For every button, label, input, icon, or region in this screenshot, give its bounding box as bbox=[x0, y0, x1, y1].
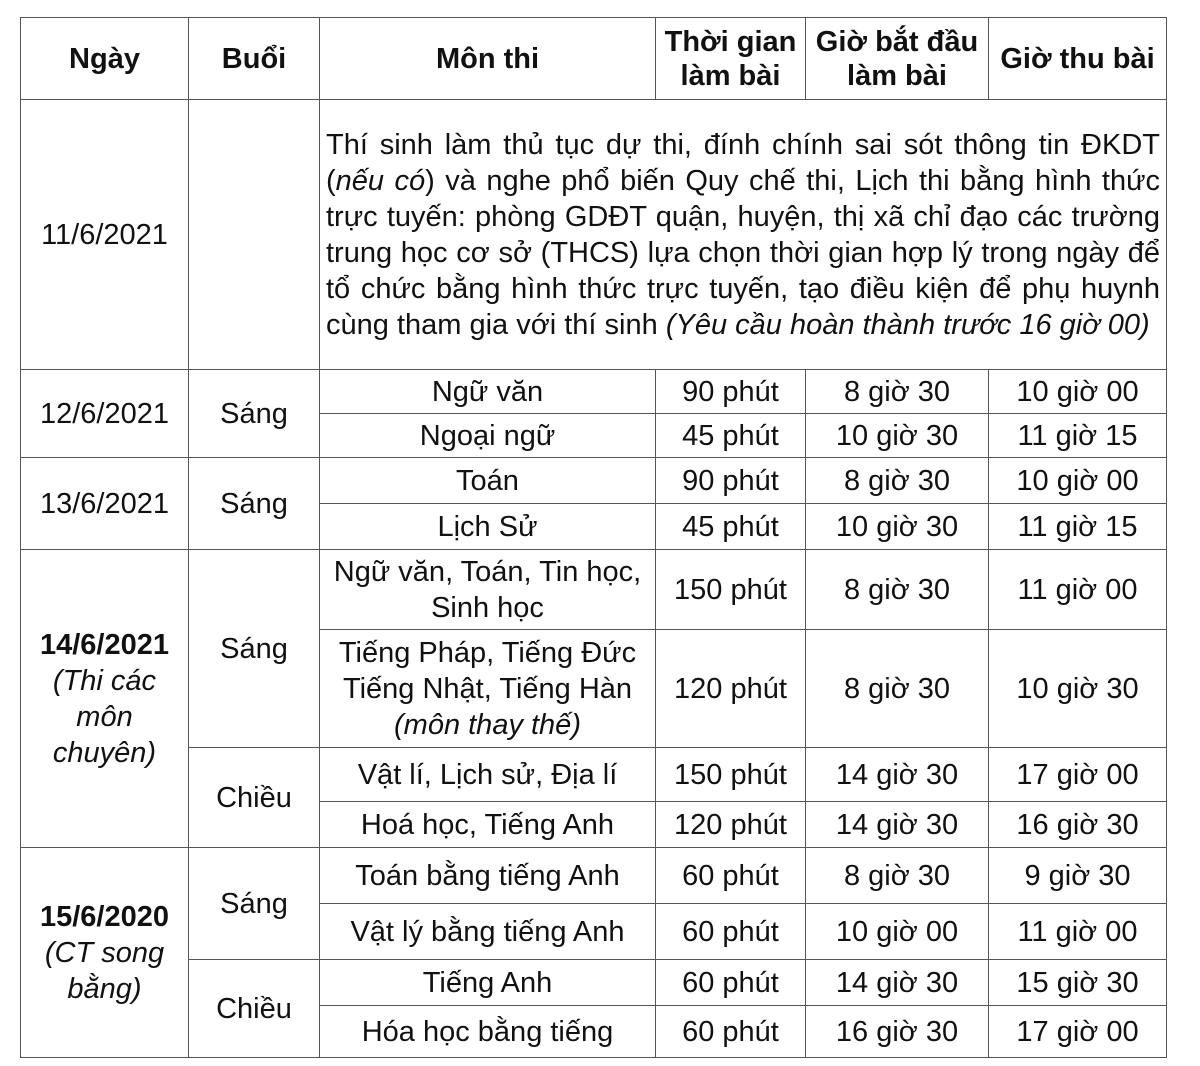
duration-cell: 60 phút bbox=[656, 1006, 806, 1058]
session-cell: Sáng bbox=[189, 550, 320, 748]
duration-cell: 60 phút bbox=[656, 848, 806, 904]
header-gio-bat-dau: Giờ bắt đầu làm bài bbox=[806, 18, 989, 100]
header-mon-thi: Môn thi bbox=[320, 18, 656, 100]
start-cell: 14 giờ 30 bbox=[806, 802, 989, 848]
start-cell: 8 giờ 30 bbox=[806, 630, 989, 748]
duration-cell: 45 phút bbox=[656, 414, 806, 458]
start-cell: 8 giờ 30 bbox=[806, 458, 989, 504]
date-text: 14/6/2021 bbox=[39, 628, 169, 661]
table-row bbox=[21, 458, 1167, 504]
notice-text-d: (Yêu cầu hoàn thành trước 16 giờ 00) bbox=[665, 308, 1150, 341]
date-cell: 13/6/2021 bbox=[21, 458, 189, 550]
subject-cell: Vật lý bằng tiếng Anh bbox=[320, 904, 656, 960]
date-cell: 12/6/2021 bbox=[21, 370, 189, 458]
session-cell: Sáng bbox=[189, 458, 320, 550]
header-buoi: Buổi bbox=[189, 18, 320, 100]
duration-cell: 90 phút bbox=[656, 370, 806, 414]
duration-cell: 90 phút bbox=[656, 458, 806, 504]
end-cell: 10 giờ 00 bbox=[989, 458, 1167, 504]
end-cell: 17 giờ 00 bbox=[989, 748, 1167, 802]
session-cell: Sáng bbox=[189, 370, 320, 458]
start-cell: 8 giờ 30 bbox=[806, 848, 989, 904]
duration-cell: 150 phút bbox=[656, 550, 806, 630]
subject-cell: Lịch Sử bbox=[320, 504, 656, 550]
end-cell: 10 giờ 30 bbox=[989, 630, 1167, 748]
subject-cell: Tiếng Anh bbox=[320, 960, 656, 1006]
end-cell: 9 giờ 30 bbox=[989, 848, 1167, 904]
end-cell: 11 giờ 15 bbox=[989, 414, 1167, 458]
subject-cell: Toán bbox=[320, 458, 656, 504]
subject-note: (môn thay thế) bbox=[394, 708, 581, 741]
end-cell: 10 giờ 00 bbox=[989, 370, 1167, 414]
session-cell: Chiều bbox=[189, 960, 320, 1058]
end-cell: 15 giờ 30 bbox=[989, 960, 1167, 1006]
subject-cell: Hóa học bằng tiếng bbox=[320, 1006, 656, 1058]
start-cell: 10 giờ 30 bbox=[806, 504, 989, 550]
notice-text-c: ) và nghe phổ biến Quy chế thi, Lịch thi bằng hình thức trực tuyến: phòng GDĐT quận, huyện, thị xã chỉ đạo các trường trung học cơ sở (THCS) lựa chọn thời gian hợp lý trong ngày để tổ chức bằng hình thức trực tuyến, tạo điều kiện để phụ huynh cùng tham gia với thí sinh bbox=[326, 164, 1160, 341]
start-cell: 8 giờ 30 bbox=[806, 550, 989, 630]
table-row bbox=[21, 848, 1167, 904]
header-thoi-gian: Thời gian làm bài bbox=[656, 18, 806, 100]
start-cell: 10 giờ 00 bbox=[806, 904, 989, 960]
start-cell: 16 giờ 30 bbox=[806, 1006, 989, 1058]
subject-cell: Hoá học, Tiếng Anh bbox=[320, 802, 656, 848]
end-cell: 16 giờ 30 bbox=[989, 802, 1167, 848]
duration-cell: 60 phút bbox=[656, 904, 806, 960]
start-cell: 14 giờ 30 bbox=[806, 960, 989, 1006]
session-cell: Sáng bbox=[189, 848, 320, 960]
duration-cell: 120 phút bbox=[656, 802, 806, 848]
header-ngay: Ngày bbox=[21, 18, 189, 100]
end-cell: 11 giờ 15 bbox=[989, 504, 1167, 550]
end-cell: 17 giờ 00 bbox=[989, 1006, 1167, 1058]
subject-cell: Ngữ văn bbox=[320, 370, 656, 414]
start-cell: 10 giờ 30 bbox=[806, 414, 989, 458]
date-cell: 11/6/2021 bbox=[21, 100, 189, 370]
subject-cell: Toán bằng tiếng Anh bbox=[320, 848, 656, 904]
notice-text-a: Thí sinh làm thủ tục dự thi, đính chính sai sót thông tin ĐKDT ( bbox=[326, 128, 1160, 197]
header-row bbox=[21, 18, 1167, 100]
start-cell: 14 giờ 30 bbox=[806, 748, 989, 802]
table-row bbox=[21, 960, 1167, 1006]
session-cell: Chiều bbox=[189, 748, 320, 848]
date-text: 15/6/2020 bbox=[39, 900, 169, 933]
notice-cell bbox=[320, 100, 1167, 370]
subject-cell: Ngữ văn, Toán, Tin học, Sinh học bbox=[320, 550, 656, 630]
end-cell: 11 giờ 00 bbox=[989, 550, 1167, 630]
table-row bbox=[21, 550, 1167, 630]
notice-text-b: nếu có bbox=[335, 164, 426, 197]
date-note: (CT song bằng) bbox=[44, 936, 165, 1005]
table-row bbox=[21, 100, 1167, 370]
duration-cell: 120 phút bbox=[656, 630, 806, 748]
start-cell: 8 giờ 30 bbox=[806, 370, 989, 414]
table-row bbox=[21, 748, 1167, 802]
subject-cell bbox=[320, 630, 656, 748]
subject-cell: Vật lí, Lịch sử, Địa lí bbox=[320, 748, 656, 802]
exam-schedule-table bbox=[20, 17, 1167, 1058]
duration-cell: 45 phút bbox=[656, 504, 806, 550]
end-cell: 11 giờ 00 bbox=[989, 904, 1167, 960]
duration-cell: 60 phút bbox=[656, 960, 806, 1006]
date-cell bbox=[21, 550, 189, 848]
header-gio-thu-bai: Giờ thu bài bbox=[989, 18, 1167, 100]
date-note: (Thi các môn chuyên) bbox=[52, 664, 157, 769]
session-cell-empty bbox=[189, 100, 320, 370]
date-cell bbox=[21, 848, 189, 1058]
duration-cell: 150 phút bbox=[656, 748, 806, 802]
subject-cell: Ngoại ngữ bbox=[320, 414, 656, 458]
subject-text: Tiếng Pháp, Tiếng Đức Tiếng Nhật, Tiếng Hàn bbox=[338, 636, 637, 705]
table-row bbox=[21, 370, 1167, 414]
